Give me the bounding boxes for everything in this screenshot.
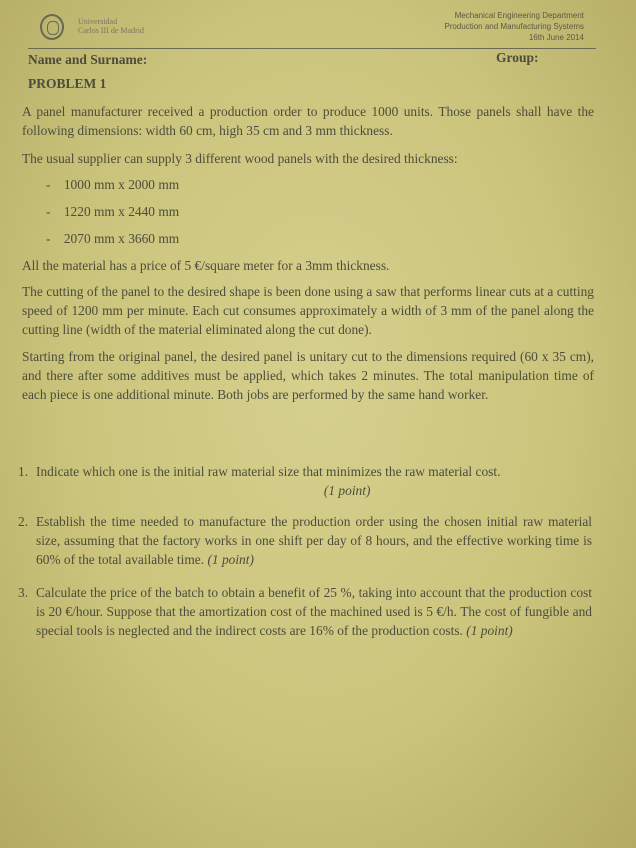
size-text: 1220 mm x 2440 mm — [63, 204, 180, 219]
question-3 — [18, 583, 592, 640]
question-text: Calculate the price of the batch to obtain a benefit of 25 %, taking into account that the production cost is 20 €/hour. Suppose that the amortization cost of the machined used is 5 €/h. The cost of fungible and special tools is neglected and the indirect costs are 16% of the production costs. — [36, 585, 592, 638]
university-logo — [40, 14, 64, 40]
size-item: - 2070 mm x 3660 mm — [46, 231, 180, 246]
size-text: 2070 mm x 3660 mm — [63, 231, 180, 246]
size-item: - 1220 mm x 2440 mm — [46, 204, 180, 219]
header-rule — [28, 48, 596, 49]
paragraph: Starting from the original panel, the desired panel is unitary cut to the dimensions required (60 x 35 cm), and there after some additives must be applied, which takes 2 minutes. The total manipulation time of each piece is one additional minute. Both jobs are performed by the same hand worker. — [22, 349, 594, 402]
question-text: Indicate which one is the initial raw material size that minimizes the raw material cost. — [36, 464, 501, 479]
university-line: Universidad — [78, 17, 118, 26]
question-points: (1 point) — [323, 483, 371, 498]
question-number: 3. — [18, 585, 29, 600]
course: Production and Manufacturing Systems — [444, 22, 584, 31]
paragraph: All the material has a price of 5 €/square meter for a 3mm thickness. — [22, 258, 390, 273]
size-item: - 1000 mm x 2000 mm — [46, 177, 180, 192]
paragraph: The usual supplier can supply 3 different wood panels with the desired thickness: — [22, 151, 458, 166]
exam-date: 16th June 2014 — [528, 33, 584, 42]
paragraph: The cutting of the panel to the desired shape is been done using a saw that performs linear cuts at a cutting speed of 1200 mm per minute. Each cut consumes approximately a width of 3 mm of the panel along the cutting line (width of the material eliminated along the cut done). — [22, 284, 594, 337]
question-1 — [18, 462, 592, 500]
question-number: 1. — [18, 464, 29, 479]
question-text: Establish the time needed to manufacture the production order using the chosen initial raw material size, assuming that the factory works in one shift per day of 8 hours, and the effective working time is 60% of the total available time. — [36, 514, 592, 567]
question-2 — [18, 512, 592, 569]
university-line: Carlos III de Madrid — [78, 26, 144, 35]
group-label: Group: — [496, 50, 539, 65]
question-points: (1 point) — [466, 623, 513, 638]
department: Mechanical Engineering Department — [454, 11, 584, 20]
question-points: (1 point) — [207, 552, 254, 567]
problem-title: PROBLEM 1 — [28, 76, 107, 91]
paragraph: A panel manufacturer received a production order to produce 1000 units. Those panels shall have the following dimensions: width 60 cm, high 35 cm and 3 mm thickness. — [22, 104, 594, 138]
header-info — [444, 10, 584, 43]
size-text: 1000 mm x 2000 mm — [63, 177, 180, 192]
question-number: 2. — [18, 514, 29, 529]
name-label: Name and Surname: — [28, 52, 148, 67]
university-name — [78, 17, 144, 35]
